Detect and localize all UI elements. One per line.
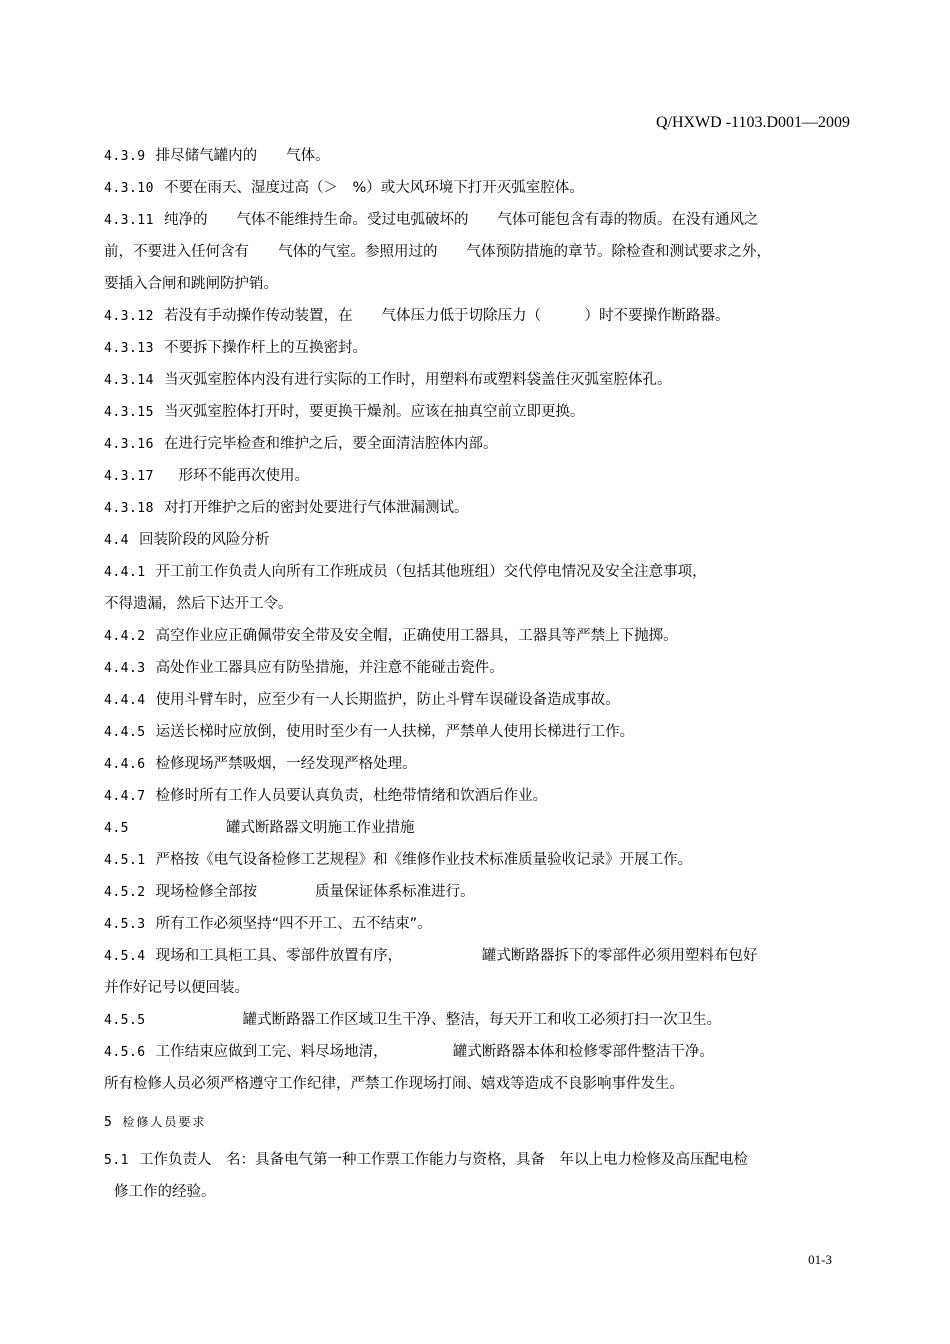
clause-number: 4.3.9: [104, 149, 146, 164]
clause-number: 4.4.3: [104, 661, 146, 676]
clause-line: [104, 172, 854, 204]
clause-text: 所有检修人员必须严格遵守工作纪律，严禁工作现场打闹、嬉戏等造成不良影响事件发生。: [104, 1076, 684, 1092]
clause-text: 开工前工作负责人向所有工作班成员（包括其他班组）交代停电情况及安全注意事项，: [155, 564, 707, 580]
clause-text: 现场和工具柜工具、零部件放置有序， 罐式断路器拆下的零部件必须用塑料布包好: [155, 948, 758, 964]
document-code: Q/HXWD -1103.D001—2009: [655, 114, 850, 131]
clause-number: 5.1: [104, 1153, 129, 1168]
clause-line: [104, 204, 854, 236]
clause-text: 不要拆下操作杆上的互换密封。: [163, 340, 367, 356]
clause-continuation: [104, 972, 854, 1004]
clause-line: [104, 652, 854, 684]
subsection-title: 罐式断路器文明施工作业措施: [138, 820, 415, 836]
clause-line: [104, 1036, 854, 1068]
clause-text: 运送长梯时应放倒，使用时至少有一人扶梯，严禁单人使用长梯进行工作。: [155, 724, 635, 740]
clause-text: 修工作的经验。: [114, 1184, 216, 1200]
clause-number: 4.3.17: [104, 469, 154, 484]
clause-line: [104, 844, 854, 876]
clause-number: 4.3.12: [104, 309, 154, 324]
clause-text: 检修现场严禁吸烟，一经发现严格处理。: [155, 756, 417, 772]
clause-continuation: [104, 588, 854, 620]
clause-continuation: [104, 236, 854, 268]
clause-continuation: [104, 1176, 854, 1208]
clause-number: 4.5.2: [104, 885, 146, 900]
clause-number: 4.4: [104, 533, 129, 548]
clause-text: 工作结束应做到工完、料尽场地清， 罐式断路器本体和检修零部件整洁干净。: [155, 1044, 714, 1060]
clause-text: 前，不要进入任何含有 气体的气室。参照用过的 气体预防措施的章节。除检查和测试要求之外，: [104, 244, 771, 260]
clause-number: 4.4.1: [104, 565, 146, 580]
clause-text: 高处作业工器具应有防坠措施，并注意不能碰击瓷件。: [155, 660, 504, 676]
clause-number: 4.3.15: [104, 405, 154, 420]
page-number: 01-3: [808, 1252, 832, 1267]
section-heading: [104, 1106, 854, 1138]
clause-text: 所有工作必须坚持“四不开工、五不结束”。: [155, 916, 432, 932]
clause-text: 形环不能再次使用。: [163, 468, 309, 484]
clause-number: 4.5: [104, 821, 129, 836]
section-number: 5: [104, 1115, 113, 1130]
clause-text: 排尽储气罐内的 气体。: [155, 148, 330, 164]
clause-text: 现场检修全部按 质量保证体系标准进行。: [155, 884, 475, 900]
clause-text: 严格按《电气设备检修工艺规程》和《维修作业技术标准质量验收记录》开展工作。: [155, 852, 693, 868]
clause-number: 4.4.4: [104, 693, 146, 708]
clause-line: [104, 1144, 854, 1176]
clause-text: 当灭弧室腔体打开时，要更换干燥剂。应该在抽真空前立即更换。: [163, 404, 585, 420]
clause-text: 纯净的 气体不能维持生命。受过电弧破坏的 气体可能包含有毒的物质。在没有通风之: [163, 212, 759, 228]
clause-text: 要插入合闸和跳闸防护销。: [104, 276, 278, 292]
clause-line: [104, 300, 854, 332]
clause-number: 4.4.7: [104, 789, 146, 804]
clause-text: 不得遗漏，然后下达开工令。: [104, 596, 293, 612]
clause-line: [104, 876, 854, 908]
clause-line: [104, 460, 854, 492]
clause-line: [104, 620, 854, 652]
clause-text: 当灭弧室腔体内没有进行实际的工作时，用塑料布或塑料袋盖住灭弧室腔体孔。: [163, 372, 672, 388]
clause-line: [104, 780, 854, 812]
clause-number: 4.3.11: [104, 213, 154, 228]
clause-line: [104, 684, 854, 716]
clause-line: [104, 428, 854, 460]
clause-line: [104, 492, 854, 524]
clause-line: [104, 748, 854, 780]
clause-text: 若没有手动操作传动装置，在 气体压力低于切除压力（ ）时不要操作断路器。: [163, 308, 730, 324]
clause-line: [104, 556, 854, 588]
clause-number: 4.5.1: [104, 853, 146, 868]
subsection-heading: [104, 524, 854, 556]
clause-line: [104, 908, 854, 940]
clause-number: 4.5.4: [104, 949, 146, 964]
clause-number: 4.3.16: [104, 437, 154, 452]
clause-number: 4.4.6: [104, 757, 146, 772]
clause-text: 不要在雨天、湿度过高（＞ %）或大风环境下打开灭弧室腔体。: [163, 180, 584, 196]
clause-number: 4.5.3: [104, 917, 146, 932]
subsection-heading: [104, 812, 854, 844]
clause-line: [104, 140, 854, 172]
clause-number: 4.4.2: [104, 629, 146, 644]
clause-text: 检修时所有工作人员要认真负责，杜绝带情绪和饮酒后作业。: [155, 788, 548, 804]
clause-line: [104, 364, 854, 396]
clause-continuation: [104, 268, 854, 300]
clause-number: 4.3.18: [104, 501, 154, 516]
clause-number: 4.5.5: [104, 1013, 146, 1028]
document-body: [104, 140, 854, 1208]
clause-number: 4.3.10: [104, 181, 154, 196]
clause-text: 高空作业应正确佩带安全带及安全帽，正确使用工器具，工器具等严禁上下抛掷。: [155, 628, 678, 644]
clause-text: 在进行完毕检查和维护之后，要全面清洁腔体内部。: [163, 436, 498, 452]
clause-number: 4.5.6: [104, 1045, 146, 1060]
clause-line: [104, 940, 854, 972]
clause-line: [104, 1004, 854, 1036]
clause-text: 对打开维护之后的密封处要进行气体泄漏测试。: [163, 500, 469, 516]
clause-number: 4.3.13: [104, 341, 154, 356]
section-title: 检修人员要求: [122, 1115, 207, 1129]
clause-text: 罐式断路器工作区域卫生干净、整洁，每天开工和收工必须打扫一次卫生。: [155, 1012, 722, 1028]
clause-text: 并作好记号以便回装。: [104, 980, 249, 996]
clause-line: [104, 716, 854, 748]
clause-number: 4.4.5: [104, 725, 146, 740]
clause-line: [104, 332, 854, 364]
clause-text: 工作负责人 名：具备电气第一种工作票工作能力与资格，具备 年以上电力检修及高压配电检: [138, 1152, 748, 1168]
subsection-title: 回装阶段的风险分析: [138, 532, 270, 548]
clause-number: 4.3.14: [104, 373, 154, 388]
clause-line: [104, 396, 854, 428]
closing-paragraph: [104, 1068, 854, 1100]
clause-text: 使用斗臂车时，应至少有一人长期监护，防止斗臂车误碰设备造成事故。: [155, 692, 620, 708]
